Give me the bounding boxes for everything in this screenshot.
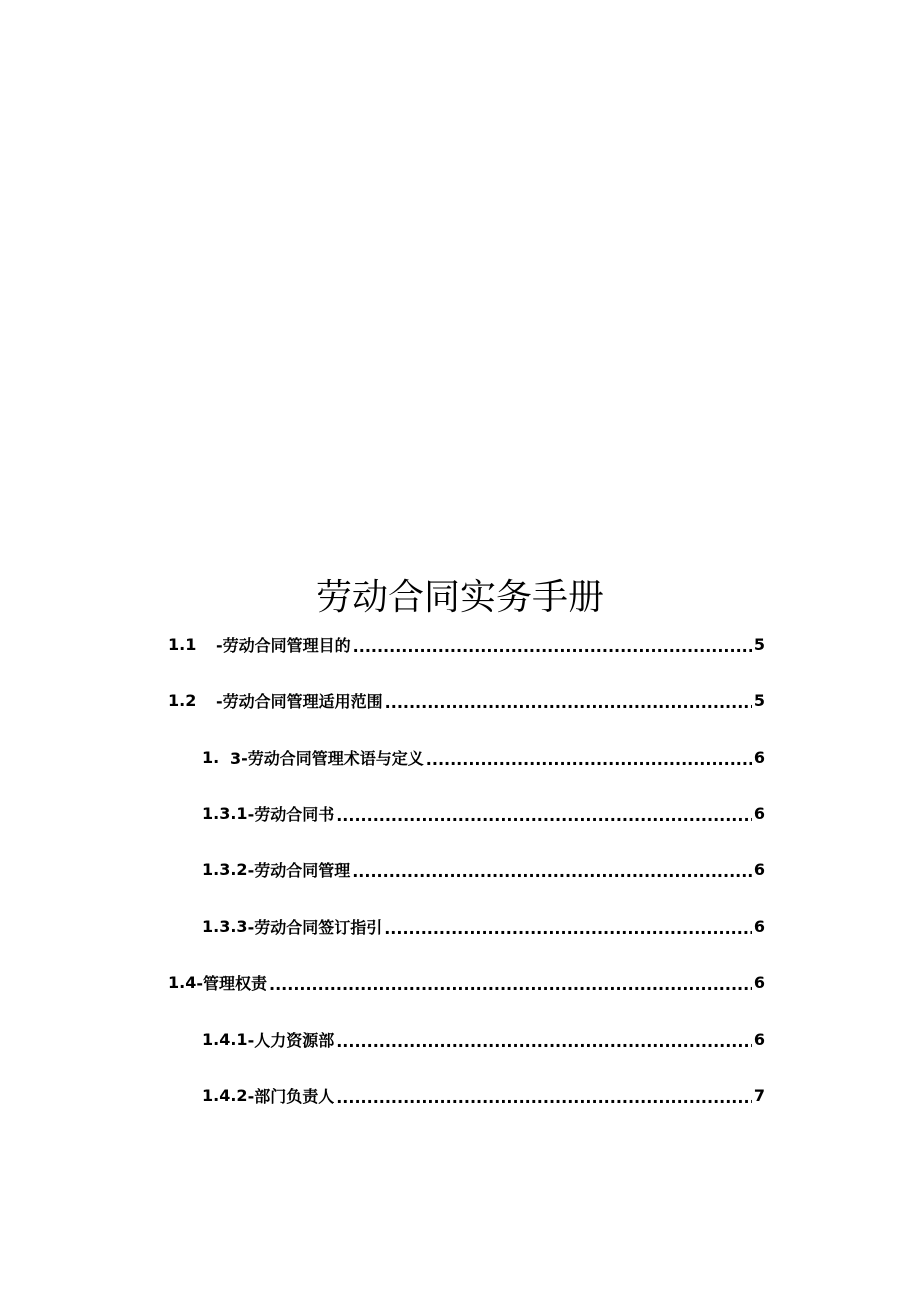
toc-entry-number: 1.3.2 xyxy=(202,859,248,879)
toc-entry-page: 7 xyxy=(753,1085,765,1105)
toc-entry-page: 6 xyxy=(753,747,765,767)
toc-entry-page: 5 xyxy=(753,690,765,710)
toc-dot-leader xyxy=(336,1088,752,1107)
toc-entry[interactable] xyxy=(202,1083,765,1107)
toc-entry-page: 6 xyxy=(753,1029,765,1049)
toc-entry-number: 1.3.1 xyxy=(202,803,248,823)
toc-entry-label: -劳动合同书 xyxy=(247,804,335,824)
toc-dot-leader xyxy=(385,693,752,712)
toc-entry-number: 1.4.2 xyxy=(202,1085,248,1105)
toc-entry-number: 1.4 xyxy=(168,972,197,992)
toc-dot-leader xyxy=(269,975,752,994)
toc-entry-label: 3-劳动合同管理术语与定义 xyxy=(230,748,424,768)
toc-entry[interactable] xyxy=(202,745,765,769)
toc-entry-page: 6 xyxy=(753,803,765,823)
toc-entry-page: 6 xyxy=(753,916,765,936)
toc-entry[interactable] xyxy=(168,970,765,994)
toc-entry-label: -人力资源部 xyxy=(247,1030,335,1050)
toc-entry-number: 1.3.3 xyxy=(202,916,248,936)
toc-entry[interactable] xyxy=(168,688,765,712)
toc-entry-label: -管理权责 xyxy=(196,973,267,993)
toc-entry[interactable] xyxy=(202,801,765,825)
toc-dot-leader xyxy=(352,862,752,881)
toc-entry[interactable] xyxy=(168,632,765,656)
toc-entry-label: -劳动合同管理适用范围 xyxy=(216,691,383,711)
toc-dot-leader xyxy=(353,637,752,656)
toc-entry-label: -劳动合同管理 xyxy=(247,860,351,880)
toc-dot-leader xyxy=(336,1032,752,1051)
toc-dot-leader xyxy=(336,806,752,825)
toc-dot-leader xyxy=(384,919,752,938)
toc-entry-number: 1.1 xyxy=(168,634,197,654)
toc-dot-leader xyxy=(426,750,752,769)
document-title: 劳动合同实务手册 xyxy=(315,577,604,618)
toc-entry-number: 1.4.1 xyxy=(202,1029,248,1049)
toc-entry-label: -部门负责人 xyxy=(247,1086,335,1106)
toc-entry-page: 6 xyxy=(753,972,765,992)
toc-entry-number: 1.2 xyxy=(168,690,197,710)
toc-entry-label: -劳动合同签订指引 xyxy=(247,917,383,937)
toc-entry[interactable] xyxy=(202,857,765,881)
toc-entry[interactable] xyxy=(202,914,765,938)
toc-entry-page: 5 xyxy=(753,634,765,654)
toc-entry-page: 6 xyxy=(753,859,765,879)
toc-entry-number: 1. xyxy=(202,747,220,767)
toc-entry[interactable] xyxy=(202,1027,765,1051)
toc-entry-label: -劳动合同管理目的 xyxy=(216,635,351,655)
